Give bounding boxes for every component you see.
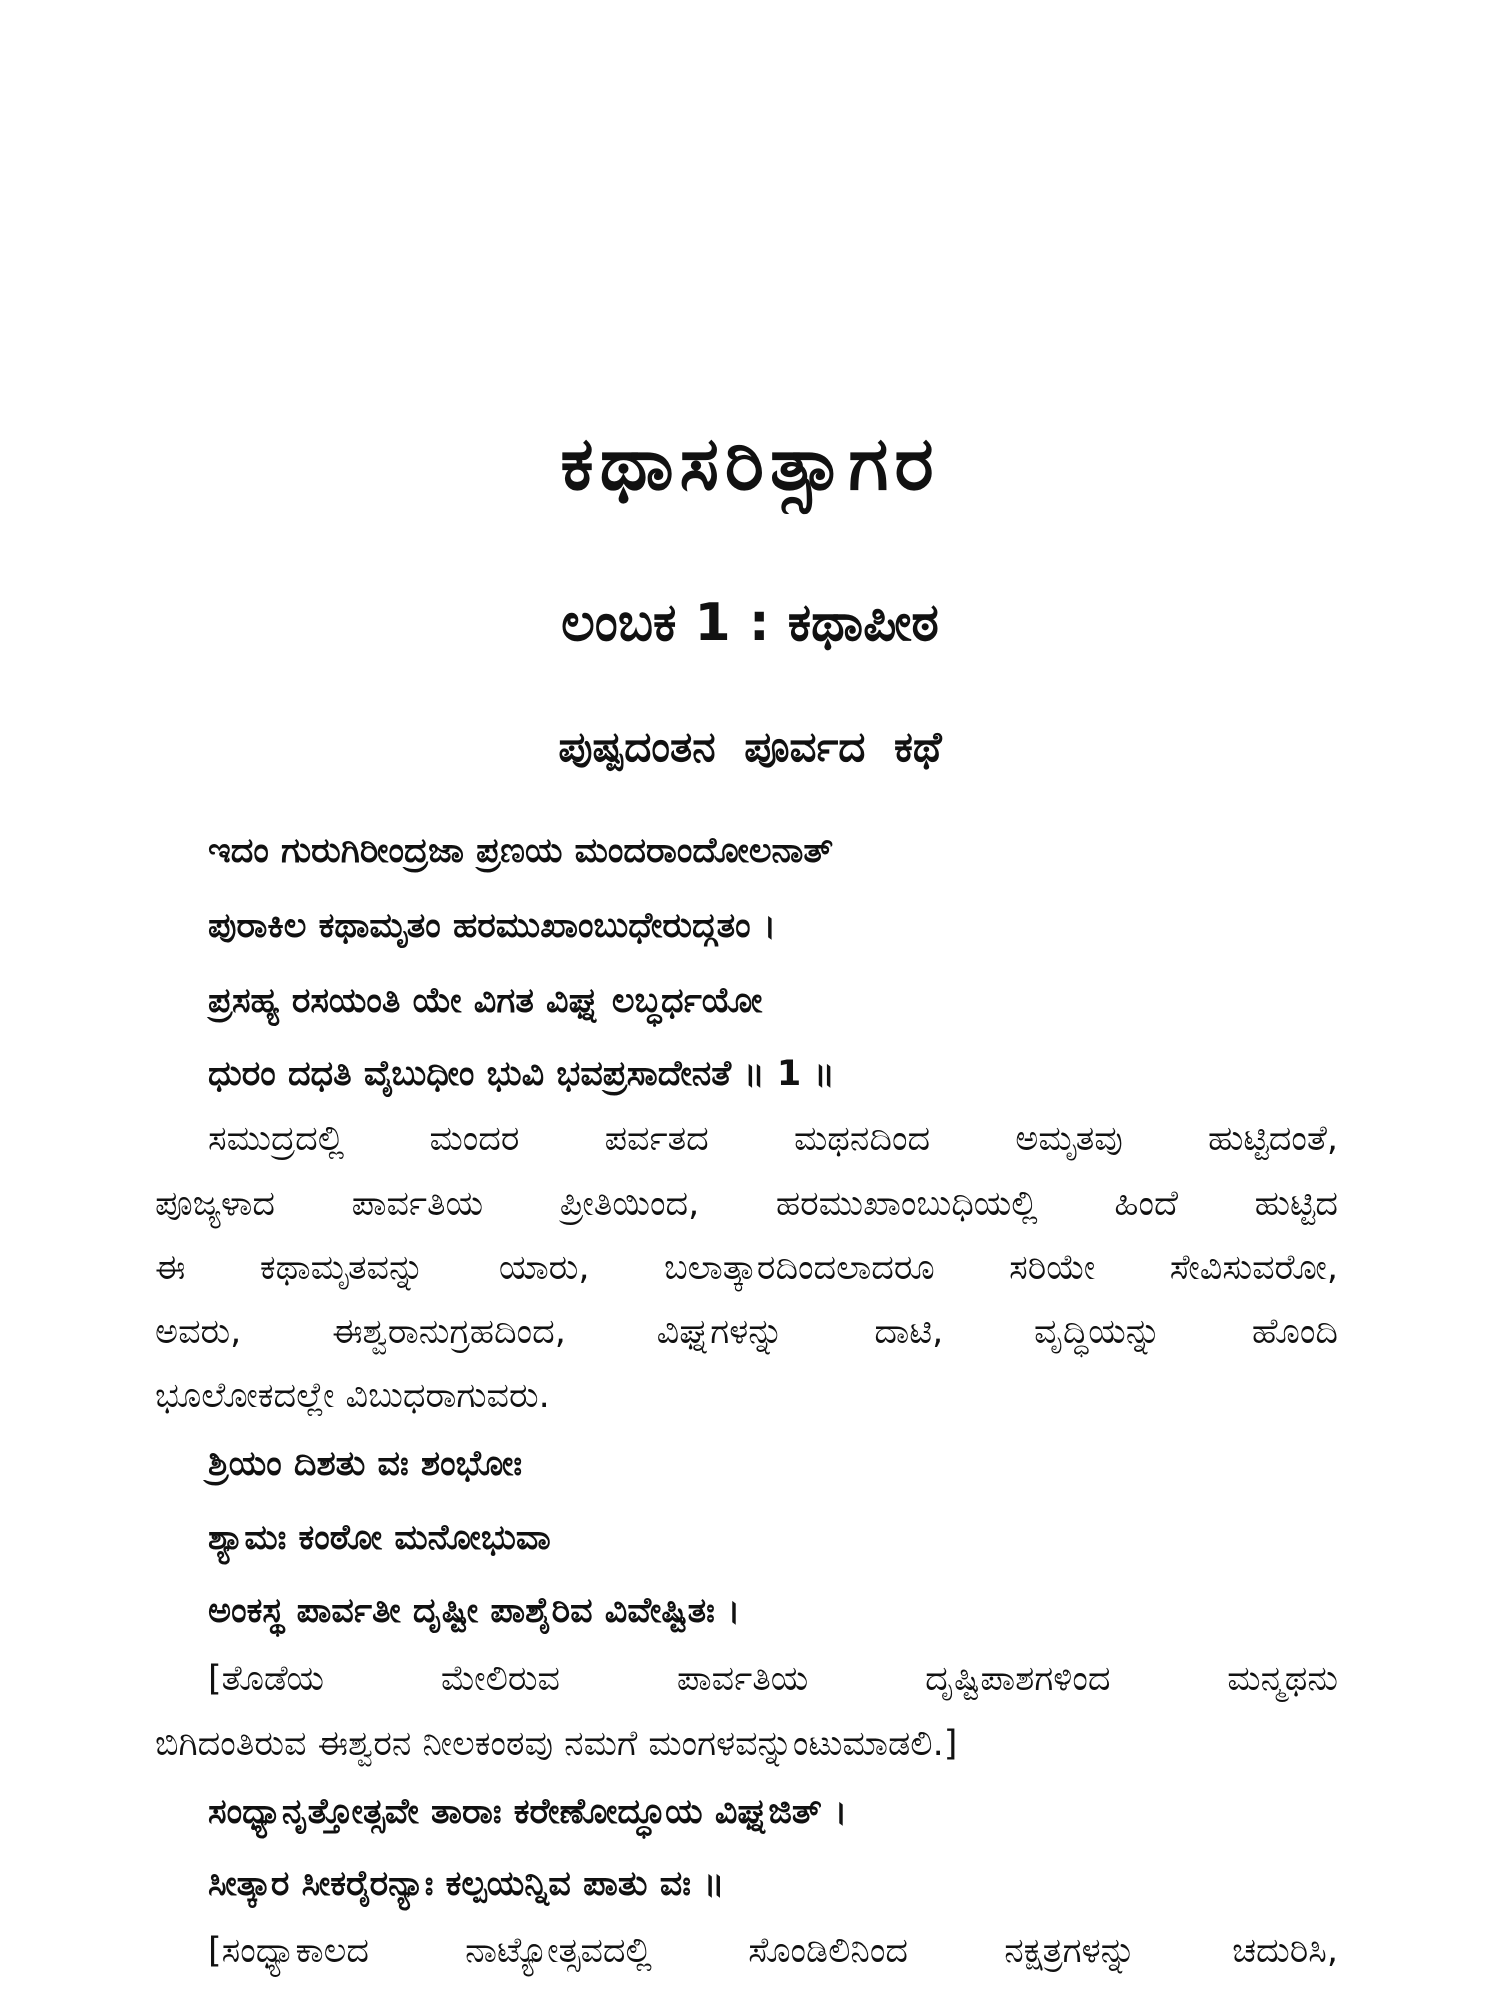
- verse-line: ಪುರಾಕಿಲ ಕಥಾಮೃತಂ ಹರಮುಖಾಂಬುಧೇರುದ್ಗತಂ ।: [208, 906, 777, 946]
- verse-line: ಸಂಧ್ಯಾನೃತ್ತೋತ್ಸವೇ ತಾರಾಃ ಕರೇಣೋದ್ಧೂಯ ವಿಘ್ನಜಿತ್ ।: [208, 1792, 848, 1832]
- paragraph-line: [ತೊಡೆಯ ಮೇಲಿರುವ ಪಾರ್ವತಿಯ ದೃಷ್ಟಿಪಾಶಗಳಿಂದ ಮನ್ಮಥನು: [208, 1659, 1338, 1699]
- section-heading: ಪುಷ್ಪದಂತನ ಪೂರ್ವದ ಕಥೆ: [558, 722, 942, 771]
- paragraph-line: ಸಮುದ್ರದಲ್ಲಿ ಮಂದರ ಪರ್ವತದ ಮಥನದಿಂದ ಅಮೃತವು ಹುಟ್ಟಿದಂತೆ,: [208, 1119, 1338, 1159]
- chapter-heading: ಲಂಬಕ 1 : ಕಥಾಪೀಠ: [561, 593, 939, 653]
- paragraph-line: ಈ ಕಥಾಮೃತವನ್ನು ಯಾರು, ಬಲಾತ್ಕಾರದಿಂದಲಾದರೂ ಸರಿಯೇ ಸೇವಿಸುವರೋ,: [155, 1248, 1338, 1288]
- verse-line: ಪ್ರಸಹ್ಯ ರಸಯಂತಿ ಯೇ ವಿಗತ ವಿಘ್ನ ಲಬ್ಧರ್ಧಯೋ: [208, 981, 763, 1021]
- paragraph-line: ಪೂಜ್ಯಳಾದ ಪಾರ್ವತಿಯ ಪ್ರೀತಿಯಿಂದ, ಹರಮುಖಾಂಬುಧಿಯಲ್ಲಿ ಹಿಂದೆ ಹುಟ್ಟಿದ: [155, 1184, 1338, 1224]
- paragraph-line: ಬಿಗಿದಂತಿರುವ ಈಶ್ವರನ ನೀಲಕಂಠವು ನಮಗೆ ಮಂಗಳವನ್ನುಂಟುಮಾಡಲಿ.]: [155, 1724, 958, 1764]
- paragraph-line: [ಸಂಧ್ಯಾಕಾಲದ ನಾಟ್ಯೋತ್ಸವದಲ್ಲಿ ಸೊಂಡಿಲಿನಿಂದ ನಕ್ಷತ್ರಗಳನ್ನು ಚದುರಿಸಿ,: [208, 1931, 1338, 1971]
- verse-line: ಶ್ಯಾಮಃ ಕಂಠೋ ಮನೋಭುವಾ: [208, 1518, 551, 1558]
- verse-line: ಧುರಂ ದಧತಿ ವೈಬುಧೀಂ ಭುವಿ ಭವಪ್ರಸಾದೇನತೆ ॥ 1 ॥: [208, 1054, 835, 1094]
- book-title: ಕಥಾಸರಿತ್ಸಾಗರ: [560, 421, 940, 507]
- verse-line: ಇದಂ ಗುರುಗಿರೀಂದ್ರಜಾ ಪ್ರಣಯ ಮಂದರಾಂದೋಲನಾತ್: [208, 831, 834, 871]
- paragraph-line: ಅವರು, ಈಶ್ವರಾನುಗ್ರಹದಿಂದ, ವಿಘ್ನಗಳನ್ನು ದಾಟಿ, ವೃದ್ಧಿಯನ್ನು ಹೊಂದಿ: [155, 1312, 1338, 1352]
- verse-line: ಸೀತ್ಕಾರ ಸೀಕರೈರನ್ಯಾಃ ಕಲ್ಪಯನ್ನಿವ ಪಾತು ವಃ ॥: [208, 1864, 725, 1904]
- paragraph-line: ಭೂಲೋಕದಲ್ಲೇ ವಿಬುಧರಾಗುವರು.: [155, 1376, 550, 1416]
- verse-line: ಶ್ರಿಯಂ ದಿಶತು ವಃ ಶಂಭೋಃ: [208, 1444, 523, 1484]
- verse-line: ಅಂಕಸ್ಥ ಪಾರ್ವತೀ ದೃಷ್ಟೀ ಪಾಶೈರಿವ ವಿವೇಷ್ಟಿತಃ ।: [208, 1591, 741, 1631]
